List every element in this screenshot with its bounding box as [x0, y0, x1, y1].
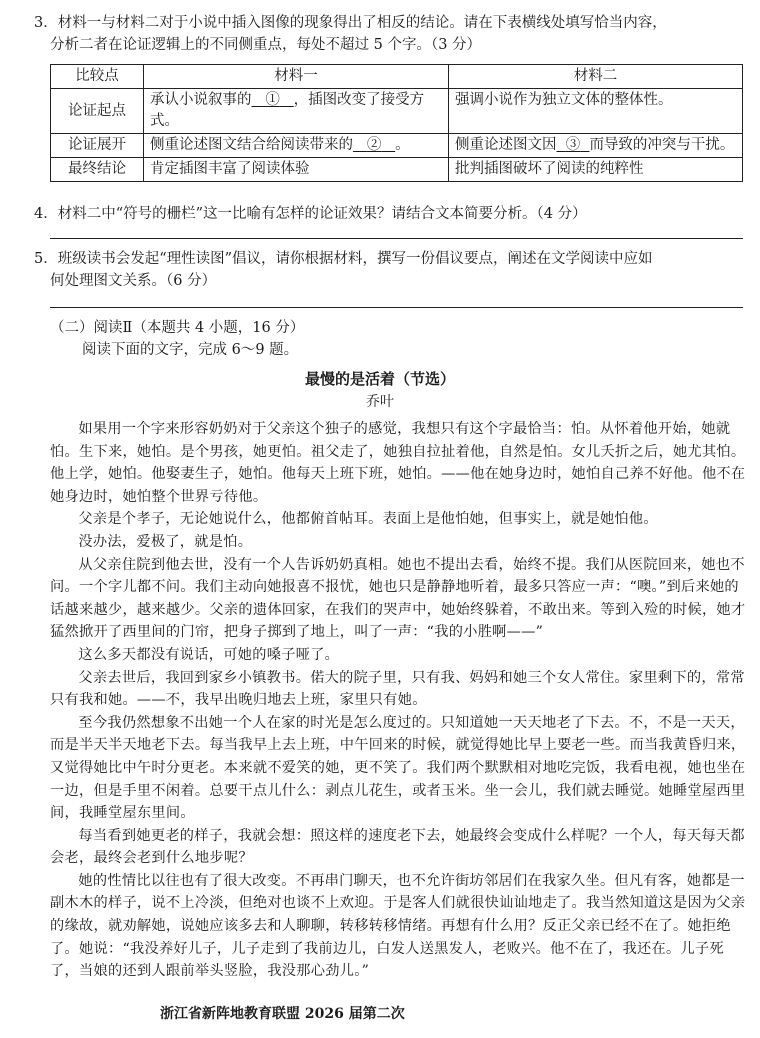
material2-cell: 侧重论述图文因 ③ 而导致的冲突与干扰。	[449, 134, 743, 158]
comparison-table	[50, 64, 743, 182]
material2-cell: 强调小说作为独立文体的整体性。	[449, 89, 743, 134]
article-paragraph: 父亲是个孝子，无论她说什么，他都俯首帖耳。表面上是他怕她，但事实上，就是她怕他。	[78, 511, 658, 528]
table-header-row	[51, 65, 743, 89]
material1-cell: 侧重论述图文结合给阅读带来的 ② 。	[144, 134, 449, 158]
article-paragraph: 没办法，爱极了，就是怕。	[78, 533, 253, 550]
table-row	[51, 89, 743, 134]
table-header: 材料二	[449, 65, 743, 89]
row-label: 论证起点	[51, 89, 144, 134]
article-author: 乔叶	[366, 394, 394, 410]
article-body	[50, 418, 746, 983]
section-instruction: 阅读下面的文字，完成 6～9 题。	[82, 342, 299, 358]
material1-cell: 承认小说叙事的 ① ，插图改变了接受方式。	[144, 89, 449, 134]
table-row	[51, 158, 743, 182]
material1-cell: 肯定插图丰富了阅读体验	[144, 158, 449, 182]
question-3-line1: 3．材料一与材料二对于小说中插入图像的现象得出了相反的结论。请在下表横线处填写恰当内容，	[34, 15, 667, 31]
article-paragraph: 每当看到她更老的样子，我就会想：照这样的速度老下去，她最终会变成什么样呢？一个人，每天每天都会老，最终会老到什么地步呢？	[50, 827, 745, 867]
article-paragraph: 这么多天都没有说话，可她的嗓子哑了。	[78, 646, 340, 663]
page-footer: 浙江省新阵地教育联盟 2026 届第二次	[160, 1006, 405, 1022]
question-3	[34, 12, 667, 56]
material2-cell: 批判插图破坏了阅读的纯粹性	[449, 158, 743, 182]
article-paragraph: 如果用一个字来形容奶奶对于父亲这个独子的感觉，我想只有这个字最恰当：怕。从怀着他开始，她就怕。生下来，她怕。是个男孩，她更怕。祖父走了，她独自拉扯着他，自然是怕。女儿夭折之后，她尤其怕。他上学，她怕。他娶妻生子，她怕。他每天上班下班，她怕。——他在她身边时，她怕自己养不好他。他不在她身边时，她怕整个世界亏待他。	[50, 421, 746, 505]
answer-blank[interactable]: ②	[366, 137, 382, 153]
answer-blank[interactable]: ①	[265, 92, 280, 108]
question-3-line2: 分析二者在论证逻辑上的不同侧重点，每处不超过 5 个字。（3 分）	[50, 37, 482, 53]
article-paragraph: 她的性情比以往也有了很大改变。不再串门聊天，也不允许街坊邻居们在我家久坐。但凡有客，她都是一副木木的样子，说不上冷淡，但绝对也谈不上欢迎。于是客人们就很快讪讪地走了。我当然知道这是因为父亲的缘故，就劝解她，说她应该多去和人聊聊，转移转移情绪。再想有什么用？反正父亲已经不在了。她拒绝了。她说：“我没养好儿子，儿子走到了我前边儿，白发人送黑发人，老败兴。他不在了，我还在。儿子死了，当娘的还到人跟前举头竖脸，我没那心劲儿。”	[50, 872, 746, 980]
answer-line[interactable]	[50, 238, 743, 239]
article-title: 最慢的是活着（节选）	[304, 370, 455, 388]
article-paragraph: 至今我仍然想象不出她一个人在家的时光是怎么度过的。只知道她一天天地老了下去。不，不是一天天，而是半天半天地老下去。每当我早上去上班，中午回来的时候，就觉得她比早上要老一些。而当我黄昏归来，又觉得她比中午时分更老。本来就不爱笑的她，更不笑了。我们两个默默相对地吃完饭，我看电视，她也坐在一边，但是手里不闲着。总要干点儿什么：剥点儿花生，或者玉米。坐一会儿，我们就去睡觉。她睡堂屋西里间，我睡堂屋东里间。	[50, 714, 746, 822]
question-5	[34, 248, 653, 292]
table-header: 比较点	[51, 65, 144, 89]
answer-line[interactable]	[50, 307, 743, 308]
question-5-line1: 5．班级读书会发起“理性读图”倡议，请你根据材料，撰写一份倡议要点，阐述在文学阅读中应如	[34, 251, 653, 267]
article-paragraph: 从父亲住院到他去世，没有一个人告诉奶奶真相。她也不提出去看，始终不提。我们从医院回来，她也不问。一个字儿都不问。我们主动向她报喜不报忧，她也只是静静地听着，最多只答应一声：“噢。”到后来她的话越来越少，越来越少。父亲的遗体回家，在我们的哭声中，她始终躲着，不敢出来。等到入殓的时候，她才猛然掀开了西里间的门帘，把身子掷到了地上，叫了一声：“我的小胜啊——”	[50, 556, 746, 641]
table-header: 材料一	[144, 65, 449, 89]
question-4: 4．材料二中“符号的栅栏”这一比喻有怎样的论证效果？请结合文本简要分析。（4 分）	[34, 206, 587, 222]
row-label: 论证展开	[51, 134, 144, 158]
table-row	[51, 134, 743, 158]
section-heading: （二）阅读Ⅱ（本题共 4 小题，16 分）	[50, 320, 305, 336]
row-label: 最终结论	[51, 158, 144, 182]
answer-blank[interactable]: ③	[565, 137, 581, 153]
question-5-line2: 何处理图文关系。（6 分）	[50, 273, 217, 289]
article-paragraph: 父亲去世后，我回到家乡小镇教书。偌大的院子里，只有我、妈妈和她三个女人常住。家里剩下的，常常只有我和她。——不，我早出晚归地去上班，家里只有她。	[50, 669, 745, 709]
